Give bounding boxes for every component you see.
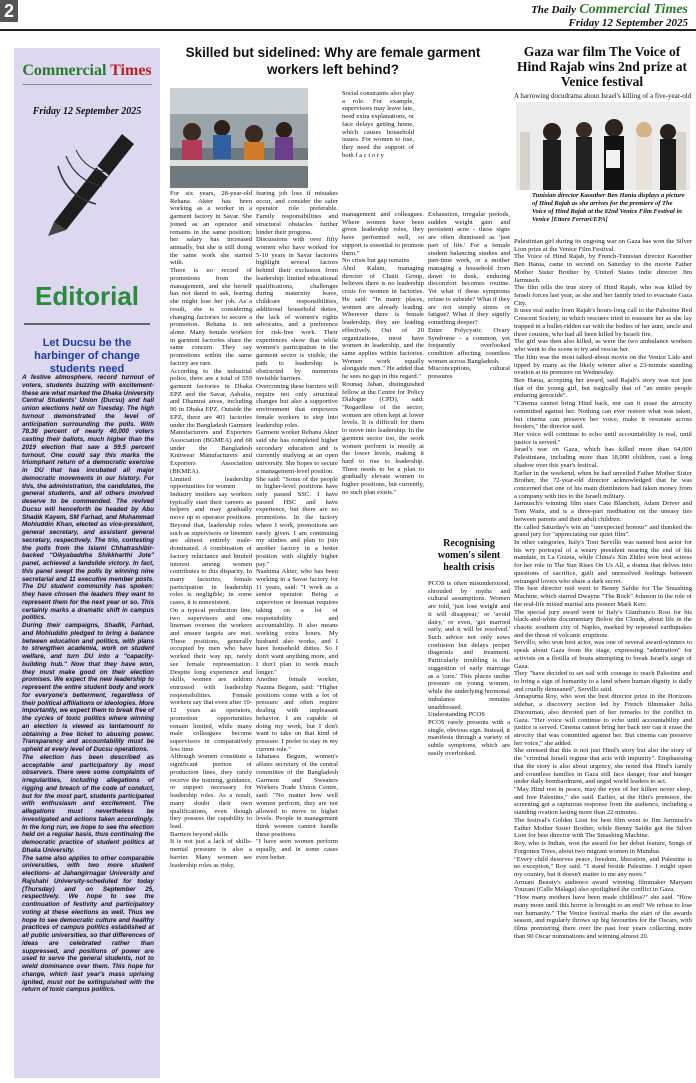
sidebar-date: Friday 12 September 2025: [32, 106, 142, 117]
article-paragraph: The festival's Golden Lion for best film went to Jim Jarmusch's Father Mother Sister Brother, while Benny Safdie got the Silver Lion for best director with The Smashing Machine.: [514, 816, 692, 840]
fountain-pen-icon: [36, 126, 146, 236]
article-paragraph: She said: "Some of the people in higher-level positions have only passed SSC. I have passed HSC and have experience, but there are no promotions. In the factory where I work, promotions are rarely given. I am continuing my studies and plan to join another factory in a better position with slightly higher pay.": [256, 475, 338, 568]
article-paragraph: The Voice of Hind Rajab, by French-Tunisian director Kaouther Ben Hania, came in second on Saturday to the movie Father Mother Sister Brother by United States indie director Jim Jarmusch.: [514, 253, 692, 284]
article-paragraph: Abul Kalam, managing director of Chaiti Group, believes there is no leadership crisis for women in factories. He said: "In many places, women are already leading. Wherever there is female leadership, they are leading effectively. Out of 20 organizations, most have women in leadership, and the same applies within factories. Women work equally alongside men." He added that he sees no gap in this regard.": [342, 265, 424, 381]
gaza-photo-caption: Tunisian director Kaouther Ben Hania displays a picture of Hind Rajab as she arrives for the premiere of The Voice of Hind Rajab at the 82nd Venice Film Festival in Venice [Ettore Ferrari/EPA]: [532, 192, 685, 224]
editorial-paragraph: The election has been described as acceptable and participatory by most observers. There were some complaints of irregularities, including allegations of rigging and breach of the code of conduct, but for the most part, students participated with enthusiasm and excitement. The allegations must nevertheless be investigated and actions taken accordingly. In the long run, we hope to see the election held on a regular basis, thus continuing the democratic practice of student politics at Dhaka University.: [22, 753, 154, 854]
garment-article-column: [342, 211, 424, 1078]
article-paragraph: He called Saturday's win an "unexpected honour" and thanked the grand jury for "appreciating our quiet film".: [514, 523, 692, 539]
gaza-article-standfirst: A harrowing docudrama about Israel's killing of a five-year-old: [514, 92, 692, 100]
article-paragraph: Misconceptions, cultural pressures: [428, 365, 510, 381]
article-paragraph: "How many mothers have been made childless?" she said. "How many more until this horror is brought to an end? We refuse to lose our humanity." The Venice festival marks the start of the awards season, and regularly throws up big favourites for the Oscars, with films premiering there over the past four years collecting more than 90 Oscar nominations and winning almost 20.: [514, 894, 692, 940]
article-paragraph: There is no record of promotions from the management, and she herself has not dared to ask, fearing she might lose her job. As a result, she is considering changing factories to secure a promotion. Rehana is not alone. Many female workers in garment factories share the same concern. They say promotions within the same factory are rare.: [170, 267, 252, 367]
article-paragraph: Another female worker, Nazma Begum, said: "Higher positions come with a lot of pressure and often require dealing with unpleasant behavior. I am capable of doing my work, but I don't want to take on that kind of pressure. I prefer to stay in my current role.": [256, 676, 338, 753]
sidebar-masthead: [14, 62, 160, 80]
article-paragraph: Armani Beauty's audience award winning filmmaker Maryam Touzani (Calle Málaga) also spotlighted the conflict in Gaza.: [514, 878, 692, 894]
article-paragraph: Ben Hania, accepting her award, said Rajab's story was not just that of the young girl, but tragically that of "an entire people enduring genocide".: [514, 376, 692, 400]
garment-workers-photo: [170, 88, 308, 188]
article-paragraph: Roy, who is Indian, won the award for her debut feature, Songs of Forgotten Trees, about two migrant women in Mumbai.: [514, 840, 692, 855]
health-article-headline: Recognising women's silent health crisis: [437, 538, 501, 573]
article-paragraph: Overcoming these barriers will require not only structural changes but also a supportive environment that empowers female workers to step into leadership roles.: [256, 382, 338, 429]
garment-article-column: [170, 190, 252, 1078]
sidebar-divider: [22, 84, 152, 85]
article-paragraph: Nashima Akter, who has been working in a Savar factory for 11 years, said: "I work as a senior operator. Being a supervisor or lineman requires taking on a lot of responsibility and accountability. It also means working extra hours. My husband also works, and I have household duties. So I don't want anything more, and I don't plan to work much longer.": [256, 568, 338, 676]
health-article-column: [428, 211, 510, 536]
article-paragraph: It is not just a lack of skills-mental pressure is also a barrier. Many women see leadership roles as risky,: [170, 838, 252, 869]
garment-article-column: Social constraints also play a role. For example, supervisors may leave late, need extra explanations, or face delays getting home, which causes household issues. For women to rise, they need the support of both f a c t o r y: [342, 90, 414, 159]
article-paragraph: On a typical production line, two supervisors and one lineman oversee the workers and ensure targets are met. These positions, generally occupied by men who have worked their way up, rarely see female representation. Despite long experience and skills, women are seldom entrusted with leadership responsibilities. Female workers say that even after 10-12 years as operators, promotion opportunities remain limited, while many male colleagues become supervisors in comparatively less time.: [170, 606, 252, 753]
article-paragraph: Earlier in the weekend, when he had unveiled Father Mother Sister Brother, the 72-year-old director acknowledged that he was concerned that one of his main distributors had taken money from a company with ties to the Israeli military.: [514, 469, 692, 500]
article-paragraph: Jahanara Begum, women's affairs secretary of the central committee of the Bangladesh Garment and Sweaters Workers Trade Union Centre, said: "No matter how well women perform, they are not allowed to move to higher levels. People in management think women cannot handle these positions.: [256, 753, 338, 838]
editorial-paragraph: During their campaigns, Shadik, Farhad, and Mohiuddin pledged to bring a balance between education and politics, with plans to strengthen academia, work on student welfare, and turn DU into a "capacity-building hub." Now that they have won, they must make good on their election promises. We expect the new leadership to represent the entire student body and work for everyone's betterment, regardless of their political affiliations or ideologies. More importantly, we expect them to break free of the cycles of toxic politics where winning an election is viewed as tantamount to obtaining a free ticket to abusing power. Transparency and accountability must be upheld at every level of Ducsu operations.: [22, 622, 154, 753]
article-paragraph: "Every child deserves peace, freedom, liberation, and Palestine is no exception," Roy said. "I stand beside Palestine. I might upset my country, but it doesn't matter to me any more.": [514, 855, 692, 878]
garment-article-column: [256, 190, 338, 1078]
article-paragraph: They "have decided to set sail with courage to reach Palestine and to bring a sign of humanity to a land where human dignity is daily and cruelly demeaned", Servillo said.: [514, 670, 692, 693]
article-paragraph: Discussions with over fifty women who have worked for 5-10 years in Savar factories highlight several factors behind their exclusion from leadership: limited educational qualifications, challenges during maternity leave, childcare responsibilities, additional household duties, the lack of women's rights advocates, and a preference for risk-free work. Their experiences show that while women's participation in the garment sector is visible, the path to leadership is obstructed by numerous invisible barriers.: [256, 236, 338, 383]
article-paragraph: Enter Polycystic Ovary Syndrome - a common, yet frequently overlooked condition affecting countless women across Bangladesh.: [428, 326, 510, 365]
article-paragraph: Although women constitute a significant portion of production lines, they rarely receive the training, guidance, or support necessary for leadership roles. As a result, many doubt their own qualifications, even though they possess the capability to lead.: [170, 753, 252, 830]
sidebar-masthead-part1: Commercial: [22, 62, 107, 79]
article-paragraph: Her voice will continue to echo until accountability is real, until justice is served.": [514, 430, 692, 446]
article-paragraph: management and colleagues. Where women have been given leadership roles, they have performed well, so support is essential to promote them.": [342, 211, 424, 257]
article-paragraph: fearing job loss if mistakes occur, and consider the safer operator role preferable. Family responsibilities and structural obstacles further hinder their progress.: [256, 190, 338, 236]
article-paragraph: She stressed that this is not just Hind's story but also the story of the "criminal Israeli regime that acts with impunity". Emphasising that the story is also about urgency, she noted that Hind's family and countless families in Gaza still face danger, fear and hunger under daily bombardment, and urged world leaders to act.: [514, 747, 692, 786]
article-paragraph: The film tells the true story of Hind Rajab, who was killed by Israeli forces last year, as she and her family tried to evacuate Gaza City.: [514, 284, 692, 307]
article-paragraph: For six years, 28-year-old Rehana Akter has been working as a worker in a garment factory in Savar. She joined as an operator and remains in the same position; her salary has increased annually, but she is still doing the same work she started with.: [170, 190, 252, 267]
page-header: [531, 2, 688, 30]
article-paragraph: PCOS rarely presents with a single, obvious sign. Instead, it manifests through a variety of subtle symptoms, which are easily overlooked.: [428, 718, 510, 757]
venice-premiere-photo: [516, 102, 690, 190]
article-paragraph: Servillo, who won best actor, was one of several award-winners to speak about Gaza from the stage, expressing "admiration" for activists on a flotilla of boats attempting to break Israel's siege of Gaza.: [514, 639, 692, 670]
header-brand-prefix: The Daily: [531, 4, 576, 16]
article-paragraph: No crisis but gap remains: [342, 257, 410, 265]
sidebar-masthead-part2: Times: [110, 62, 152, 79]
article-paragraph: Limited leadership opportunities for women: [170, 475, 252, 491]
editorial-divider: [24, 323, 150, 325]
garment-article-headline: Skilled but sidelined: Why are female garment workers left behind?: [185, 45, 481, 77]
gaza-article-headline: Gaza war film The Voice of Hind Rajab wins 2nd prize at Venice festival: [517, 44, 687, 89]
article-paragraph: "I have seen women perform equally, and in some cases even better.: [256, 838, 338, 861]
health-article-column: [428, 580, 510, 1078]
header-rule: [0, 29, 696, 31]
article-paragraph: "Cinema cannot bring Hind back, nor can it erase the atrocity committed against her. Nothing can ever restore what was taken, but cinema can preserve her voice, make it resonate across borders," the director said.: [514, 400, 692, 431]
editorial-paragraph: A festive atmosphere, record turnout of voters, students buzzing with excitement- these are what marked the Dhaka University Central Students' Union (Ducsu) and hall union elections held on Tuesday. The high turnout demonstrated the level of anticipation surrounding the polls. With 78.36 percent of nearly 40,000 voters casting their ballots, much higher than the 2019 election that saw a 59.5 percent turnout. One could say this marks the triumphant return of a democratic exercise in DU that has incubated all major democratic movements in our history. For this, the administration, the candidates, the general students, and all others involved deserve to be commended. The revived Ducsu will henceforth be headed by Abu Shadik Kayem, SM Farhad, and Muhammad Mohiuddin Khan, elected as vice-president, general secretary, and assistant general secretary, respectively. The trio, contesting the polls from the Islami Chhatrashibir-backed "Oikyabaddha Shikkharthi Jote" panel, achieved a landslide victory. In fact, this panel swept the polls by winning nine secretarial and 11 executive member posts. The DU student community has spoken: they have chosen the leaders they want to represent them for the next year or so. This certainly marks a dramatic shift in campus politics.: [22, 374, 154, 622]
article-paragraph: "May Hind rest in peace, may the eyes of her killers never sleep, and free Palestine," she said. Earlier, at the film's premiere, the screening got a rapturous response from the audience, including a standing ovation lasting more than 22 minutes.: [514, 786, 692, 817]
article-paragraph: The special jury award went to Italy's Gianfranco Rosi for his black-and-white documentary Below the Clouds, about life in the chaotic southern city of Naples, marked by repeated earthquakes and the threat of volcanic eruptions.: [514, 608, 692, 639]
page-number: 2: [0, 0, 18, 22]
article-paragraph: Israel's war on Gaza, which has killed more than 64,000 Palestinians, including more than 18,000 children, cast a long shadow over this year's festival.: [514, 446, 692, 469]
article-paragraph: Annapurna Roy, who won the best director prize in the Horizons sidebar, a discovery section led by French filmmaker Julia Ducournau, also devoted part of her remarks to the conflict in Gaza. "Her voice will continue to echo until accountability and justice is served. Cinema cannot bring her back nor can it erase the atrocity that was committed against her. But cinema can preserve her voice," she added.: [514, 693, 692, 747]
editorial-sidebar: [14, 48, 160, 1078]
article-paragraph: Industry insiders say workers typically start their careers as helpers and may gradually move up to operator positions. Beyond that, leadership roles such as supervisors or linemen are almost entirely male-dominated. A combination of factory reluctance and limited interest among women contributes to this disparity. In many factories, female participation in leadership roles is negligible; in some cases, it is nonexistent.: [170, 491, 252, 607]
article-paragraph: According to the industrial police, there are a total of 559 garment factories in Dhaka EPZ and the Savar, Ashulia, and Dhamrai areas, including 90 in Dhaka EPZ. Outside the EPZ, there are 401 factories under the Bangladesh Garment Manufacturers and Exporters Association (BGMEA) and 68 under the Bangladesh Knitwear Manufacturers and Exporters Association (BKMEA).: [170, 367, 252, 475]
article-paragraph: Palestinian girl during its ongoing war on Gaza has won the Silver Lion prize at the Venice Film Festival.: [514, 238, 692, 253]
article-paragraph: Exhaustion, irregular periods, sudden weight gain and persistent acne - these signs are often dismissed as 'just part of life.' For a female student balancing studies and part-time work, or a mother managing a household from dawn to dusk, enduring discomfort becomes routine. Yet what if these symptoms refuse to subside? What if they are not simply stress or fatigue? What if they signify something deeper?: [428, 211, 510, 327]
article-paragraph: In other categories, Italy's Toni Servillo was named best actor for his wry portrayal of a weary president nearing the end of his mandate, in La Grazia, while China's Xin Zhilei won best actress for her role in The Sun Rises On Us All, a drama that delves into questions of sacrifice, guilt and unresolved feelings between estranged lovers who share a dark secret.: [514, 539, 692, 585]
article-paragraph: Rounaq Jahan, distinguished fellow at the Centre for Policy Dialogue (CPD), said: "Regardless of the sector, women are often kept at lower levels. It is difficult for them to move into leadership. In the garment sector too, the work women perform is mostly at the lower levels, making it hard to rise to leadership. There needs to be a plan to gradually elevate women to higher positions, but currently, no such plan exists.": [342, 380, 424, 496]
editorial-headline: Let Ducsu be the harbinger of change students need: [34, 337, 140, 375]
article-paragraph: PCOS is often misunderstood, shrouded by myths and cultural assumptions. Women are told, 'just lose weight and it will disappear,' or 'avoid dairy,' or even, 'get married early, and it will be resolved.' Such advice not only sows confusion but delays proper diagnosis and treatment. Particularly troubling is the suggestion of early marriage as a 'cure.' This places undue pressure on young women, while the underlying hormonal imbalance remains unaddressed.: [428, 580, 510, 711]
article-paragraph: It uses real audio from Rajab's hours-long call to the Palestine Red Crescent Society, in which rescuers tried to reassure her as she lay trapped in a bullet-ridden car with the bodies of her aunt, uncle and three cousins, who had all been killed by Israeli fire.: [514, 307, 692, 338]
article-paragraph: Jarmusch's winning film stars Cate Blanchett, Adam Driver and Tom Waits, and is a three-part meditation on the uneasy ties between parents and their adult children.: [514, 500, 692, 523]
header-date: Friday 12 September 2025: [568, 17, 688, 29]
header-brand: [531, 2, 688, 17]
article-paragraph: The best director nod went to Benny Safdie for The Smashing Machine, which starred Dwayne "The Rock" Johnson in the role of the real-life mixed martial arts pioneer Mark Kerr.: [514, 585, 692, 608]
article-paragraph: Understanding PCOS: [428, 711, 485, 719]
gaza-article-body: [514, 238, 692, 1080]
header-brand-name: Commercial Times: [579, 2, 688, 17]
article-paragraph: Garment worker Rehana Akter said she has completed higher secondary education and is currently studying at an open university. She hopes to secure a management-level position.: [256, 429, 338, 475]
editorial-section-label: Editorial: [34, 281, 139, 311]
article-paragraph: Barriers beyond skills: [170, 830, 228, 838]
editorial-paragraph: The same also applies to other comparable universities, with two more student elections- at Jahangirnagar University and Rajshahi University-scheduled for today (Thursday) and on September 25, respectively. We hope to see the continuation of festivity and participatory voting at these elections as well. Thus we hope to see democratic culture and healthy practices of campus politics established at all public universities, so that differences of ideas are celebrated rather than suppressed, and positions of power are used to serve the general students, not to wield dominance over them. This hope for change, which last year's mass uprising ignited, must not be extinguished with the return of toxic campus politics.: [22, 854, 154, 994]
editorial-body: [22, 374, 154, 994]
article-paragraph: The film was the most talked-about movie on the Venice Lido and tipped by many as the likely winner after a 23-minute standing ovation at its premiere on Wednesday.: [514, 353, 692, 377]
article-paragraph: The girl was then also killed, as were the two ambulance workers who went to the scene to try and rescue her.: [514, 338, 692, 354]
